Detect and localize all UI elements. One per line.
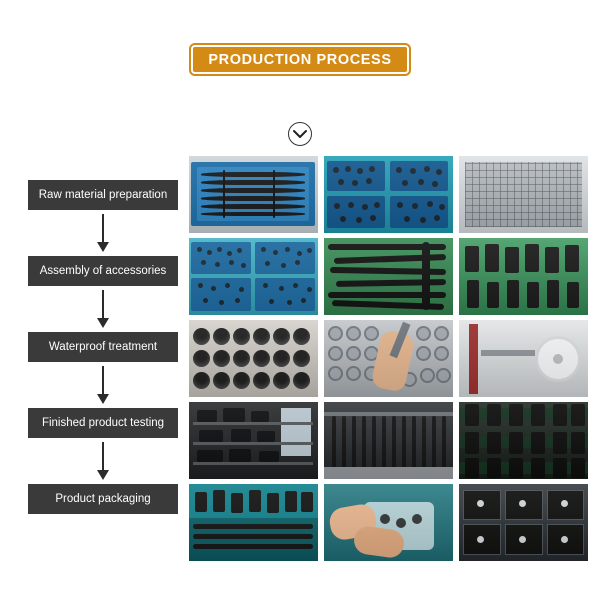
flow-step-label: Product packaging [55,493,151,505]
flow-step-waterproof-treatment [28,332,178,362]
flow-arrow-3 [28,362,178,408]
photo-r1c2 [324,156,453,233]
photo-r3c1 [189,320,318,397]
page-title-banner-inner [191,45,409,74]
flow-arrow-shaft [102,290,104,320]
flow-step-label: Waterproof treatment [48,341,158,353]
flow-step-label: Finished product testing [41,417,165,429]
photo-r3c2 [324,320,453,397]
flow-arrow-shaft [102,214,104,244]
photo-r5c3 [459,484,588,561]
flow-step-product-packaging [28,484,178,514]
photo-r2c2 [324,238,453,315]
photo-r2c3 [459,238,588,315]
flow-step-label: Assembly of accessories [39,265,167,277]
photo-r4c1 [189,402,318,479]
flow-arrow-shaft [102,366,104,396]
photo-r4c2 [324,402,453,479]
flow-arrow-4 [28,438,178,484]
chevron-down-icon [288,122,312,146]
flow-step-finished-product-testing [28,408,178,438]
page-title-banner [189,43,411,76]
flow-arrow-head [97,394,109,404]
photo-r2c1 [189,238,318,315]
photo-r1c3 [459,156,588,233]
flow-step-assembly-of-accessories [28,256,178,286]
flow-arrow-2 [28,286,178,332]
process-flow [28,180,178,514]
flow-step-label: Raw material preparation [38,189,168,201]
photo-gallery [189,156,588,561]
photo-r5c2 [324,484,453,561]
flow-arrow-shaft [102,442,104,472]
flow-arrow-head [97,242,109,252]
flow-arrow-head [97,470,109,480]
photo-r5c1 [189,484,318,561]
photo-r1c1 [189,156,318,233]
flow-step-raw-material-preparation [28,180,178,210]
page-title: PRODUCTION PROCESS [208,51,392,68]
flow-arrow-1 [28,210,178,256]
photo-r4c3 [459,402,588,479]
flow-arrow-head [97,318,109,328]
photo-r3c3 [459,320,588,397]
